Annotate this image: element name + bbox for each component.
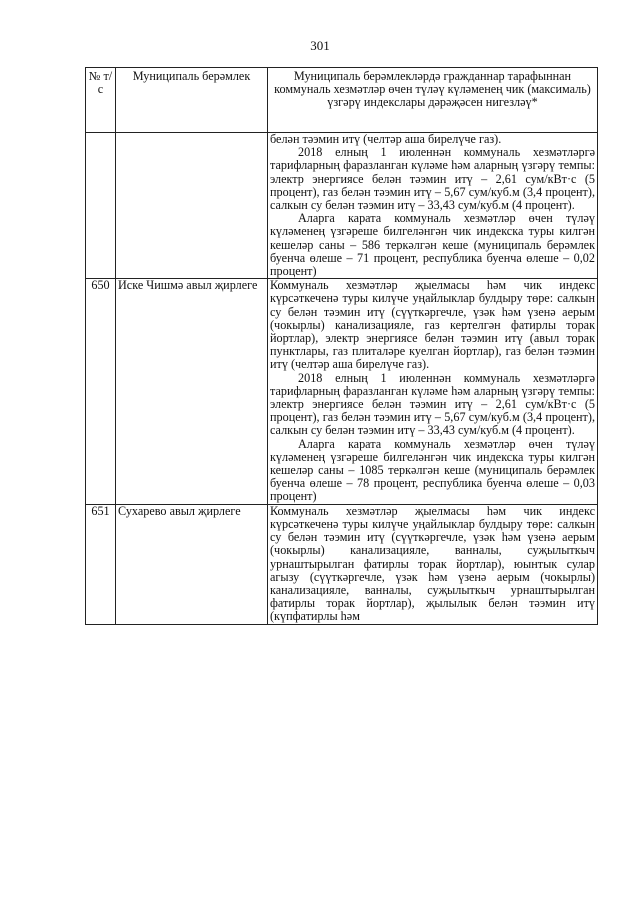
- table-row: [86, 279, 598, 504]
- tariff-table: [85, 67, 598, 625]
- table-row: [86, 133, 598, 279]
- description-paragraph: Коммуналь хезмәтләр җыелмасы һәм чик индекс күрсәткеченә туры килүче уңайлыклар булдыру төре: салкын су белән тәэмин итү (сүүткәргечле, үзәк һәм үзенә аерым (чокырлы) канализацияле, ванналы, суҗылыткыч урнаштырылган фатирлы торак йортлар), юынтык сулар агызу (сүүткәргечле, үзәк һәм үзенә аерым (чокырлы) канализацияле, ванналы, суҗылыткыч урнаштырылган фатирлы торак йортлар), җылылык белән тәэмин итү (күпфатирлы һәм: [270, 503, 595, 624]
- description-paragraph: Аларга карата коммуналь хезмәтләр өчен түләү күләменең үзгәреше билгеләнгән чик индекска туры килгән кешеләр саны – 586 теркәлгән кеше (муниципаль берәмлек буенча өлеше – 71 процент, республика буенча өлеше – 0,02 процент): [270, 211, 595, 279]
- header-number: № т/с: [86, 68, 116, 133]
- row-number: [86, 133, 116, 279]
- description-paragraph: Аларга карата коммуналь хезмәтләр өчен түләү күләменең үзгәреше билгеләнгән чик индекска туры килгән кешеләр саны – 1085 теркәлгән кеше (муниципаль берәмлек буенча өлеше – 78 процент, республика буенча өлеше – 0,03 процент): [270, 436, 595, 504]
- table-row: [86, 504, 598, 624]
- row-number: 651: [86, 504, 116, 624]
- description-paragraph: Коммуналь хезмәтләр җыелмасы һәм чик индекс күрсәткеченә туры килүче уңайлыклар булдыру төре: салкын су белән тәэмин итү (сүүткәргечле, үзәк һәм үзенә аерым (чокырлы) канализацияле, газ кертелгән фатирлы торак йортлар), электр энергиясе белән тәэмин итү (авыл торак пунктлары, газ плиталәре куелган йортлар), газ белән тәэмин итү (челтәр аша бирелүче газ).: [270, 278, 595, 372]
- row-municipality: Иске Чишмә авыл җирлеге: [116, 279, 268, 504]
- row-description: [268, 133, 598, 279]
- header-municipality: Муниципаль берәмлек: [116, 68, 268, 133]
- row-number: 650: [86, 279, 116, 504]
- table-header-row: [86, 68, 598, 133]
- row-municipality: [116, 133, 268, 279]
- header-description: Муниципаль берәмлекләрдә гражданнар тарафыннан коммуналь хезмәтләр өчен түләү күләменең чик (максималь) үзгәрү индекслары дәрәҗәсен нигезләү*: [268, 68, 598, 133]
- row-description: [268, 504, 598, 624]
- description-paragraph: белән тәэмин итү (челтәр аша бирелүче газ).: [270, 132, 502, 146]
- description-paragraph: 2018 елның 1 июленнән коммуналь хезмәтләргә тарифларның фаразланган күләме һәм аларның үзгәрү темпы: электр энергиясе белән тәэмин итү – 2,61 сум/кВт·с (5 процент), газ белән тәэмин итү – 5,67 сум/куб.м (3,4 процент), салкын су белән тәэмин итү – 33,43 сум/куб.м (4 процент).: [270, 145, 595, 213]
- row-description: [268, 279, 598, 504]
- row-municipality: Сухарево авыл җирлеге: [116, 504, 268, 624]
- description-paragraph: 2018 елның 1 июленнән коммуналь хезмәтләргә тарифларның фаразланган күләме һәм аларның үзгәрү темпы: электр энергиясе белән тәэмин итү – 2,61 сум/кВт·с (5 процент), газ белән тәэмин итү – 5,67 сум/куб.м (3,4 процент), салкын су белән тәэмин итү – 33,43 сум/куб.м (4 процент).: [270, 370, 595, 438]
- page-number: 301: [310, 38, 330, 53]
